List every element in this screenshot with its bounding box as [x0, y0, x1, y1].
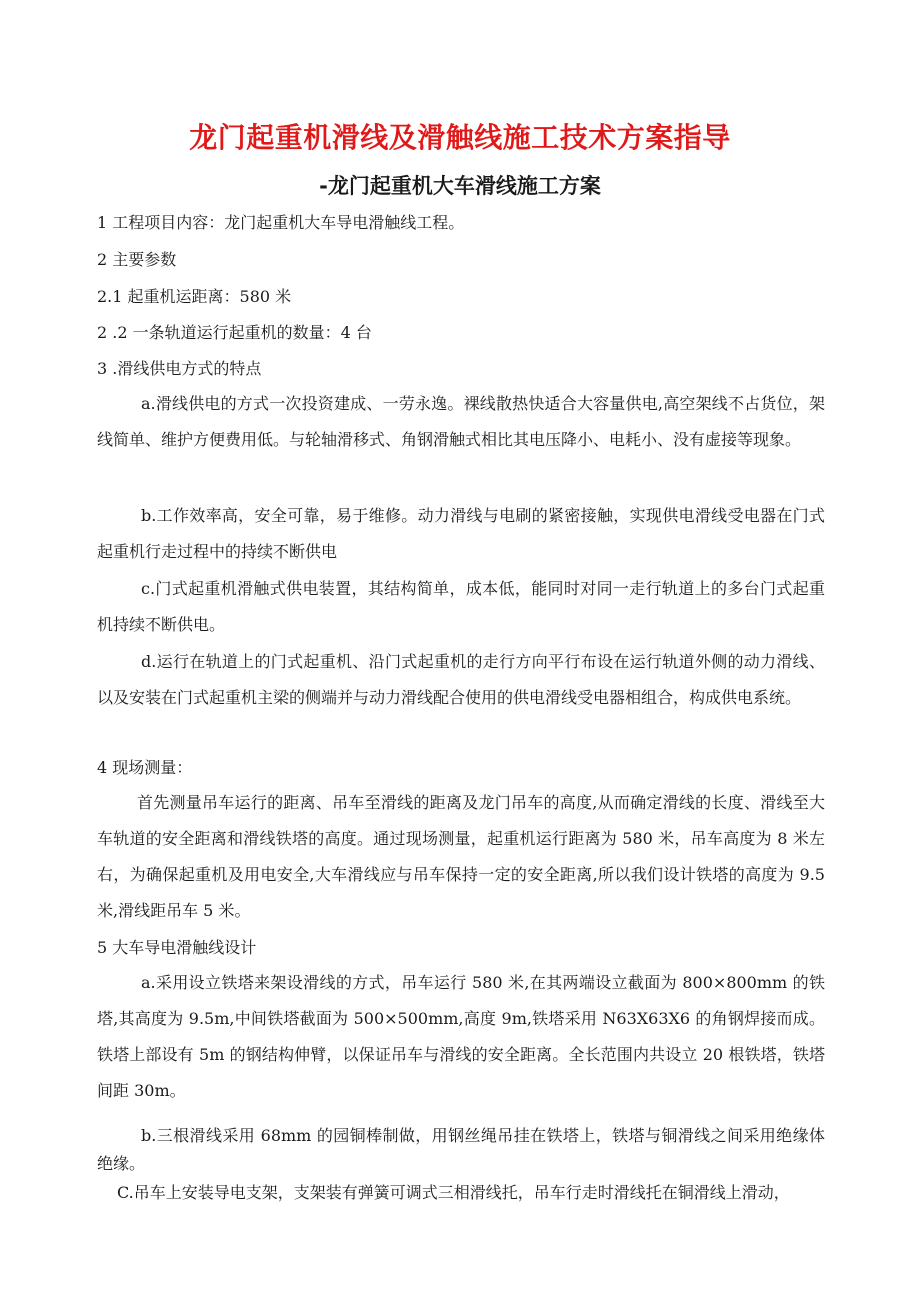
heading-trolley-line-design: 5 大车导电滑触线设计: [97, 938, 257, 957]
paragraph-site-survey: 首先测量吊车运行的距离、吊车至滑线的距离及龙门吊车的高度,从而确定滑线的长度、滑线至大车轨道的安全距离和滑线铁塔的高度。通过现场测量，起重机运行距离为 580 米，吊车高度为 8 米左右，为确保起重机及用电安全,大车滑线应与吊车保持一定的安全距离,所以我们设计铁塔的高度为 9.5 米,滑线距吊车 5 米。: [97, 793, 825, 920]
paragraph-feature-c: c.门式起重机滑触式供电装置，其结构简单，成本低，能同时对同一走行轨道上的多台门式起重机持续不断供电。: [97, 579, 825, 634]
paragraph-feature-d: d.运行在轨道上的门式起重机、沿门式起重机的走行方向平行布设在运行轨道外侧的动力滑线、以及安装在门式起重机主梁的侧端并与动力滑线配合使用的供电滑线受电器相组合，构成供电系统。: [97, 652, 825, 707]
paragraph-design-b: b.三根滑线采用 68mm 的园铜棒制做，用钢丝绳吊挂在铁塔上，铁塔与铜滑线之间采用绝缘体绝缘。: [97, 1126, 825, 1173]
paragraph-design-c: C.吊车上安装导电支架，支架装有弹簧可调式三相滑线托，吊车行走时滑线托在铜滑线上滑动，: [117, 1183, 790, 1202]
paragraph-design-a: a.采用设立铁塔来架设滑线的方式，吊车运行 580 米,在其两端设立截面为 800×800mm 的铁塔,其高度为 9.5m,中间铁塔截面为 500×500mm,高度 9m,铁塔采用 N63X63X6 的角钢焊接而成。铁塔上部设有 5m 的钢结构伸臂，以保证吊车与滑线的安全距离。全长范围内共设立 20 根铁塔，铁塔间距 30m。: [97, 973, 825, 1100]
item-crane-count: 2 .2 一条轨道运行起重机的数量：4 台: [97, 323, 372, 342]
paragraph-feature-b: b.工作效率高，安全可靠，易于维修。动力滑线与电刷的紧密接触，实现供电滑线受电器在门式起重机行走过程中的持续不断供电: [97, 506, 825, 561]
heading-main-parameters: 2 主要参数: [97, 250, 177, 269]
item-crane-distance: 2.1 起重机运距离：580 米: [97, 287, 292, 306]
document-subtitle: -龙门起重机大车滑线施工方案: [319, 174, 601, 198]
heading-site-survey: 4 现场测量：: [97, 758, 193, 777]
paragraph-feature-a: a.滑线供电的方式一次投资建成、一劳永逸。裸线散热快适合大容量供电,高空架线不占货位，架线简单、维护方便费用低。与轮轴滑移式、角钢滑触式相比其电压降小、电耗小、没有虚接等现象。: [97, 394, 825, 449]
document-title: 龙门起重机滑线及滑触线施工技术方案指导: [189, 121, 731, 154]
heading-power-supply-features: 3 .滑线供电方式的特点: [97, 359, 262, 378]
item-project-content: 1 工程项目内容：龙门起重机大车导电滑触线工程。: [97, 213, 465, 232]
